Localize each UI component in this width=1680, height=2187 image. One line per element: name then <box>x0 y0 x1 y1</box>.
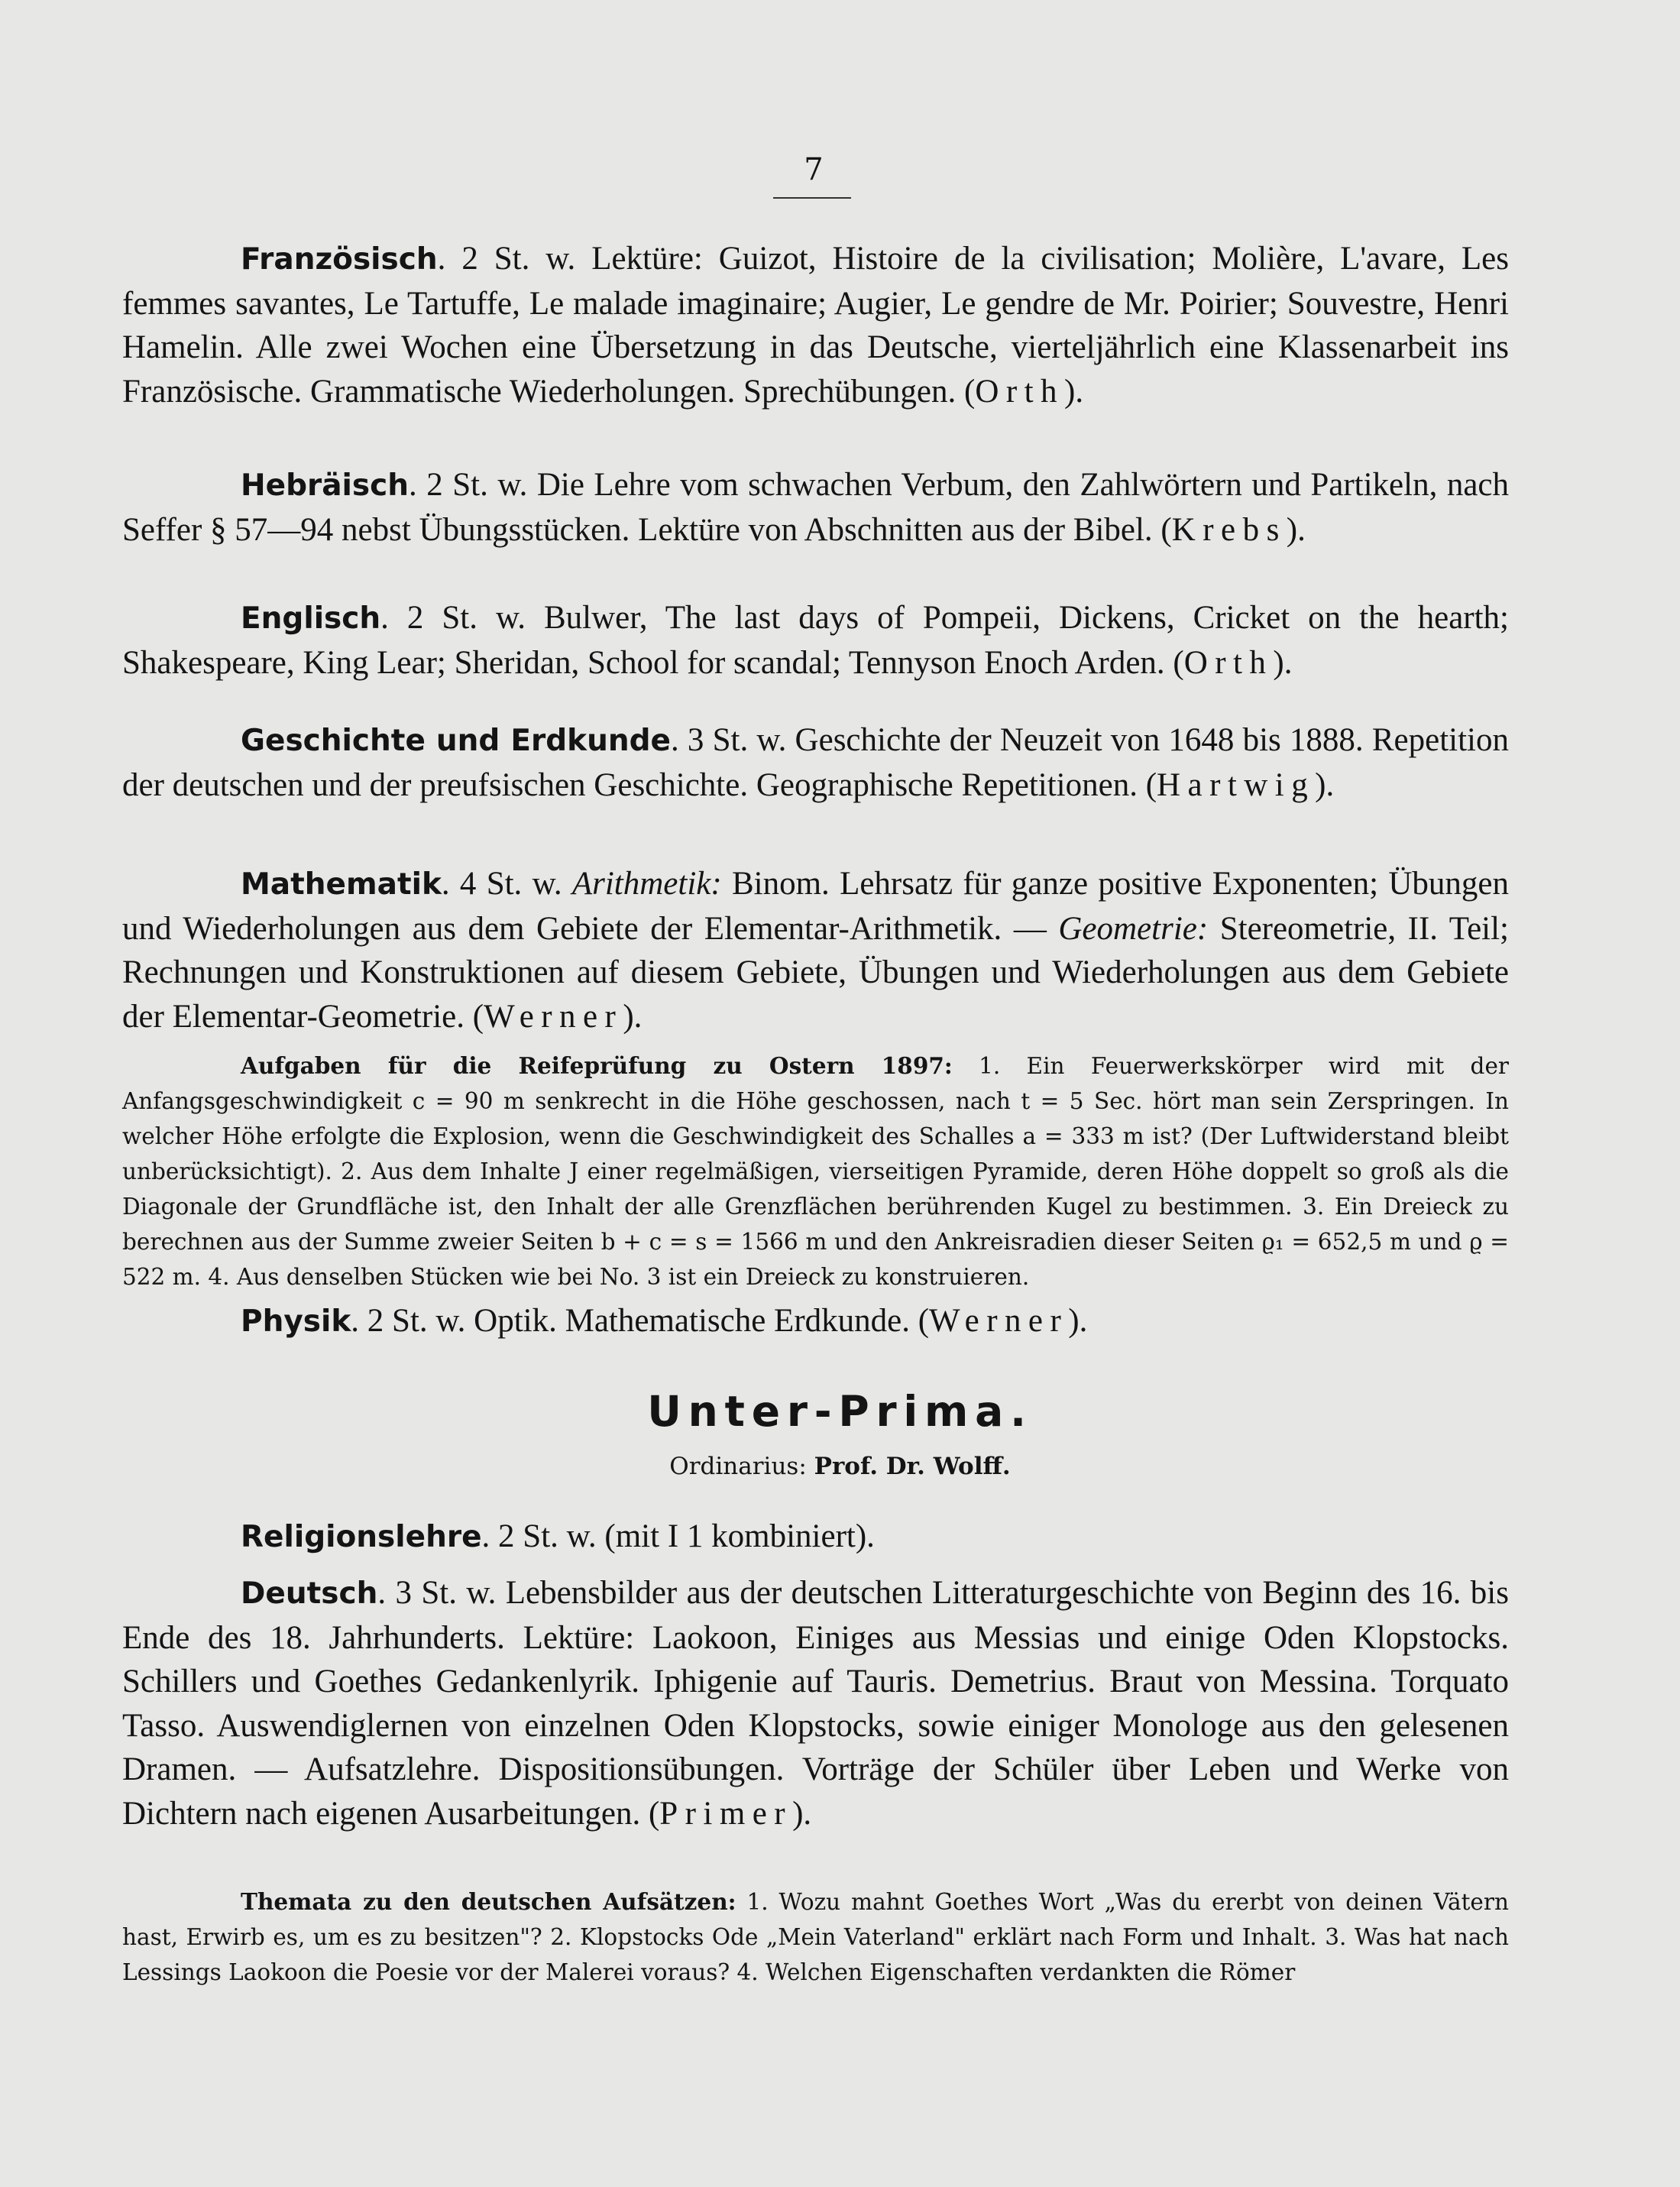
section-text: . 2 St. w. Optik. Mathematische Erdkunde. ( <box>351 1303 930 1339</box>
subject-heading: Englisch <box>241 601 381 636</box>
section-text: . 2 St. w. Lektüre: Guizot, Histoire de la civilisation; Molière, L'avare, Les femmes savantes, Le Tartuffe, Le malade imaginaire; Augier, Le gendre de Mr. Poirier; Souvestre, Henri Hamelin. Alle zwei Wochen eine Übersetzung in das Deutsche, vierteljährlich eine Klassenarbeit ins Französische. Grammatische Wiederholungen. Sprechübungen. ( <box>122 241 1509 410</box>
section-text: . 2 St. w. Die Lehre vom schwachen Verbum, den Zahlwörtern und Partikeln, nach Seffer § 57—94 nebst Übungsstücken. Lektüre von Abschnitten aus der Bibel. ( <box>122 467 1509 548</box>
section-religionslehre <box>122 1515 1509 1560</box>
class-heading: Unter-Prima. <box>647 1387 1033 1436</box>
section-text: . 2 St. w. Bulwer, The last days of Pompeii, Dickens, Cricket on the hearth; Shakespeare, King Lear; Sheridan, School for scandal; Tennyson Enoch Arden. ( <box>122 600 1509 681</box>
aufgaben-text: 1. Ein Feuerwerkskörper wird mit der Anfangsgeschwindigkeit c = 90 m senkrecht in die Höhe geschossen, nach t = 5 Sec. hört man sein Zerspringen. In welcher Höhe erfolgte die Explosion, wenn die Geschwindigkeit des Schalles a = 333 m ist? (Der Luftwiderstand bleibt unberücksichtigt). 2. Aus dem Inhalte J einer regelmäßigen, vierseitigen Pyramide, deren Höhe doppelt so groß als die Diagonale der Grundfläche ist, den Inhalt der alle Grenzflächen berührenden Kugel zu bestimmen. 3. Ein Dreieck zu berechnen aus der Summe zweier Seiten b + c = s = 1566 m und den Ankreisradien dieser Seiten ϱ₁ = 652,5 m und ϱ = 522 m. 4. Aus denselben Stücken wie bei No. 3 ist ein Dreieck zu konstruieren. <box>122 1053 1510 1290</box>
section-aufgaben <box>122 1048 1509 1294</box>
ordinarius-line <box>0 1449 1680 1484</box>
themata-text: 1. Wozu mahnt Goethes Wort „Was du ererbt von deinen Vätern hast, Erwirb es, um es zu besitzen"? 2. Klopstocks Ode „Mein Vaterland" erklärt nach Form und Inhalt. 3. Was hat nach Lessings Laokoon die Poesie vor der Malerei voraus? 4. Welchen Eigenschaften verdankten die Römer <box>122 1889 1509 1985</box>
section-text: . 3 St. w. Lebensbilder aus der deutschen Litteraturgeschichte von Beginn des 16. bis Ende des 18. Jahrhunderts. Lektüre: Laokoon, Einiges aus Messias und einige Oden Klopstocks. Schillers und Goethes Gedankenlyrik. Iphigenie auf Tauris. Demetrius. Braut von Messina. Torquato Tasso. Auswendiglernen von einzelnen Oden Klopstocks, sowie einiger Monologe aus den gelesenen Dramen. — Aufsatzlehre. Dispositionsübungen. Vorträge der Schüler über Leben und Werke von Dichtern nach eigenen Ausarbeitungen. ( <box>122 1575 1509 1832</box>
section-mathematik <box>122 862 1509 1038</box>
section-text: . 2 St. w. (mit I 1 kombiniert). <box>481 1518 875 1554</box>
section-text: Stereometrie, II. Teil; Rechnungen und Konstruktionen auf diesem Gebiete, Übungen und Wiederholungen aus dem Gebiete der Elementar-Geometrie. ( <box>122 910 1509 1035</box>
section-text: . 3 St. w. Geschichte der Neuzeit von 1648 bis 1888. Repetition der deutschen und der preufsischen Geschichte. Geographische Repetitionen. ( <box>122 722 1509 803</box>
subject-heading: Hebräisch <box>241 468 409 503</box>
section-end: ). <box>1286 511 1306 548</box>
teacher-name: Hartwig <box>1157 766 1316 803</box>
subject-heading: Physik <box>241 1304 351 1339</box>
themata-label: Themata zu den deutschen Aufsätzen: <box>241 1888 736 1915</box>
section-franzoesisch <box>122 237 1509 413</box>
section-physik <box>122 1299 1509 1344</box>
section-themata <box>122 1884 1509 1990</box>
subject-heading: Deutsch <box>241 1576 378 1611</box>
subject-heading: Religionslehre <box>241 1520 482 1554</box>
ordinarius-name: Prof. Dr. Wolff. <box>814 1453 1011 1480</box>
aufgaben-label: Aufgaben für die Reifeprüfung zu Ostern 1897: <box>241 1052 953 1079</box>
subject-heading: Geschichte und Erdkunde <box>241 724 671 758</box>
teacher-name: Orth <box>975 373 1065 410</box>
teacher-name: Orth <box>1183 644 1274 681</box>
section-end: ). <box>1273 644 1293 681</box>
ordinarius-label: Ordinarius: <box>669 1453 807 1480</box>
section-end: ). <box>1315 766 1335 803</box>
page-number-rule <box>773 197 851 199</box>
teacher-name: Krebs <box>1171 511 1287 548</box>
section-hebraeisch <box>122 463 1509 552</box>
section-end: ). <box>1068 1303 1088 1339</box>
subject-heading: Mathematik <box>241 867 442 902</box>
section-text: Binom. Lehrsatz für ganze positive Exponenten; Übungen und Wiederholungen aus dem Gebiete der Elementar-Arithmetik. — <box>122 866 1509 947</box>
section-end: ). <box>623 998 643 1035</box>
section-text: . 4 St. w. <box>441 866 572 902</box>
section-end: ). <box>1064 373 1084 410</box>
subject-heading: Französisch <box>241 242 438 277</box>
teacher-name: Primer <box>659 1795 793 1832</box>
section-deutsch <box>122 1571 1509 1835</box>
page-number: 7 <box>804 152 824 187</box>
section-englisch <box>122 596 1509 685</box>
teacher-name: Werner <box>484 998 623 1035</box>
section-geschichte <box>122 718 1509 807</box>
geometrie-label: Geometrie: <box>1058 910 1209 947</box>
section-end: ). <box>792 1795 812 1832</box>
teacher-name: Werner <box>929 1303 1069 1339</box>
arithmetik-label: Arithmetik: <box>571 866 722 902</box>
